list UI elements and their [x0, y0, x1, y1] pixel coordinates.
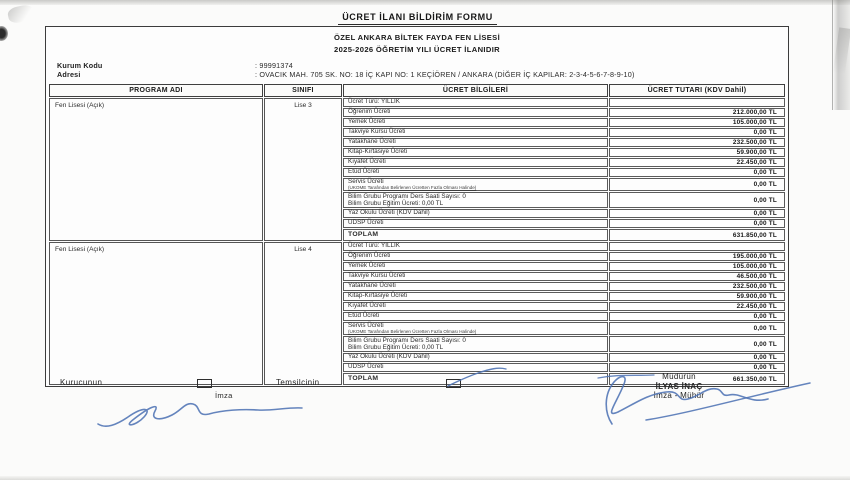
fee-row: [343, 242, 785, 251]
fee-label: Servis Ücreti (UKOME Tarafından Belirlenen Ücretten Fazla Olması Halinde): [343, 322, 608, 335]
fee-table-header: [49, 84, 785, 97]
fee-value: [609, 242, 785, 251]
representative-signature: [92, 392, 317, 434]
kurucunun-checkbox: [197, 379, 212, 388]
fee-value: 46.500,00 TL: [609, 272, 785, 281]
fee-label: Kıyafet Ücreti: [343, 302, 608, 311]
fee-label: TOPLAM: [343, 229, 608, 241]
fee-row: [343, 138, 785, 147]
school-year-line: 2025-2026 ÖĞRETİM YILI ÜCRET İLANIDIR: [334, 45, 500, 54]
document-title: ÜCRET İLANI BİLDİRİM FORMU: [338, 12, 497, 25]
fee-value: 0,00 TL: [609, 168, 785, 177]
fee-label: Bilim Grubu Programı Ders Saati Sayısı: 0 Bilim Grubu Eğitim Ücreti: 0,00 TL: [343, 336, 608, 352]
scan-bottom-edge: [0, 476, 850, 480]
program-name: Fen Lisesi (Açık): [49, 242, 263, 385]
fee-label: UDSP Ücreti: [343, 363, 608, 372]
temsilcinin-label: Temsilcinin: [276, 378, 320, 387]
scan-smudge: [7, 3, 36, 24]
scan-top-edge: [0, 0, 850, 5]
fee-label: Ücret Türü: YILLIK: [343, 242, 608, 251]
fee-value: 0,00 TL: [609, 192, 785, 208]
fee-label: Servis Ücreti (UKOME Tarafından Belirlenen Ücretten Fazla Olması Halinde): [343, 178, 608, 191]
fee-value: 0,00 TL: [609, 322, 785, 335]
fee-row: [343, 312, 785, 321]
table-sections: [49, 98, 785, 385]
fee-value: 0,00 TL: [609, 219, 785, 228]
fee-value: 232.500,00 TL: [609, 138, 785, 147]
document-header: [45, 7, 790, 25]
fee-row: [343, 209, 785, 218]
program-name: Fen Lisesi (Açık): [49, 98, 263, 241]
fee-row: [343, 148, 785, 157]
fee-row: [343, 98, 785, 107]
kurum-kodu-label: Kurum Kodu: [57, 61, 103, 70]
form-box: [45, 26, 789, 387]
fee-value: 232.500,00 TL: [609, 282, 785, 291]
fee-row: [343, 158, 785, 167]
header-program-adi: PROGRAM ADI: [49, 84, 263, 97]
kurum-kodu-value: : 99991374: [255, 61, 293, 70]
fee-rows: [343, 98, 785, 241]
mudurun-label: Müdürün: [662, 372, 696, 381]
adresi-value: : OVACIK MAH. 705 SK. NO: 18 İÇ KAPI NO: 1 KEÇİÖREN / ANKARA (DİĞER İÇ KAPILAR: 2-3-4-5-6-7-8-9-10): [255, 70, 635, 79]
header-sinifi: SINIFI: [264, 84, 342, 97]
fee-value: 105.000,00 TL: [609, 262, 785, 271]
fee-label: Etüd Ücreti: [343, 168, 608, 177]
kurum-kodu-row: [57, 61, 788, 70]
school-name: ÖZEL ANKARA BİLTEK FAYDA FEN LİSESİ: [333, 33, 501, 42]
fee-label: Ücret Türü: YILLIK: [343, 98, 608, 107]
fee-row: [343, 353, 785, 362]
fee-row: [343, 282, 785, 291]
fee-value: 22.450,00 TL: [609, 158, 785, 167]
class-level: Lise 3: [264, 98, 342, 241]
fee-row: [343, 192, 785, 208]
fee-label: Yatakhane Ücreti: [343, 138, 608, 147]
adresi-row: [57, 70, 788, 79]
fee-row: [343, 168, 785, 177]
imza-label: İmza: [215, 391, 233, 400]
fee-row: [343, 118, 785, 127]
fee-label: Yatakhane Ücreti: [343, 282, 608, 291]
fee-value: 22.450,00 TL: [609, 302, 785, 311]
fee-value: 0,00 TL: [609, 209, 785, 218]
fee-label: TOPLAM: [343, 373, 608, 385]
fee-label: Takviye Kursu Ücreti: [343, 128, 608, 137]
fee-label: Etüd Ücreti: [343, 312, 608, 321]
fee-row: [343, 178, 785, 191]
hole-punch-mark: [0, 26, 8, 41]
header-ucret-bilgileri: ÜCRET BİLGİLERİ: [343, 84, 608, 97]
fee-value: 661.350,00 TL: [609, 373, 785, 385]
fee-label: Kıyafet Ücreti: [343, 158, 608, 167]
fee-value: 59.900,00 TL: [609, 292, 785, 301]
fee-label: Takviye Kursu Ücreti: [343, 272, 608, 281]
class-level: Lise 4: [264, 242, 342, 385]
fee-table: [49, 84, 785, 385]
fee-value: 631.850,00 TL: [609, 229, 785, 241]
fee-row: [343, 322, 785, 335]
fee-value: 212.000,00 TL: [609, 108, 785, 117]
fee-value: 195.000,00 TL: [609, 252, 785, 261]
fee-label: Yemek Ücreti: [343, 118, 608, 127]
program-section: [49, 98, 785, 241]
fee-value: 0,00 TL: [609, 128, 785, 137]
fee-label: Kitap-Kırtasiye Ücreti: [343, 292, 608, 301]
fee-value: 0,00 TL: [609, 312, 785, 321]
fee-row: [343, 128, 785, 137]
imza-muhur-label: İmza - Mühür: [653, 391, 705, 400]
fee-label: Kitap-Kırtasiye Ücreti: [343, 148, 608, 157]
fee-label: Yaz Okulu Ücreti (KDV Dahil): [343, 209, 608, 218]
fee-row: [343, 262, 785, 271]
fee-label: Yaz Okulu Ücreti (KDV Dahil): [343, 353, 608, 362]
fee-row: [343, 229, 785, 241]
fee-value: 59.900,00 TL: [609, 148, 785, 157]
mudur-name: İLYAS İNAÇ: [655, 381, 703, 391]
fee-row: [343, 252, 785, 261]
fee-row: [343, 219, 785, 228]
fee-label: Öğrenim Ücreti: [343, 108, 608, 117]
fee-value: 0,00 TL: [609, 336, 785, 352]
fee-label: Öğrenim Ücreti: [343, 252, 608, 261]
fee-value: [609, 98, 785, 107]
header-ucret-tutari: ÜCRET TUTARI (KDV Dahil): [609, 84, 785, 97]
institution-info: [46, 61, 788, 79]
fee-label: Bilim Grubu Programı Ders Saati Sayısı: 0 Bilim Grubu Eğitim Ücreti: 0,00 TL: [343, 192, 608, 208]
fee-label: Yemek Ücreti: [343, 262, 608, 271]
fee-value: 0,00 TL: [609, 353, 785, 362]
fee-value: 0,00 TL: [609, 363, 785, 372]
adresi-label: Adresi: [57, 70, 81, 79]
fee-row: [343, 302, 785, 311]
program-section: [49, 242, 785, 385]
fee-row: [343, 272, 785, 281]
temsilcinin-checkbox: [446, 379, 461, 388]
fee-row: [343, 363, 785, 372]
mudur-signature-block: [598, 372, 760, 401]
fee-value: 105.000,00 TL: [609, 118, 785, 127]
kurucunun-label: Kurucunun: [60, 378, 103, 387]
fee-row: [343, 292, 785, 301]
fee-row: [343, 336, 785, 352]
fee-rows: [343, 242, 785, 385]
fee-label: UDSP Ücreti: [343, 219, 608, 228]
fee-value: 0,00 TL: [609, 178, 785, 191]
fee-row: [343, 108, 785, 117]
